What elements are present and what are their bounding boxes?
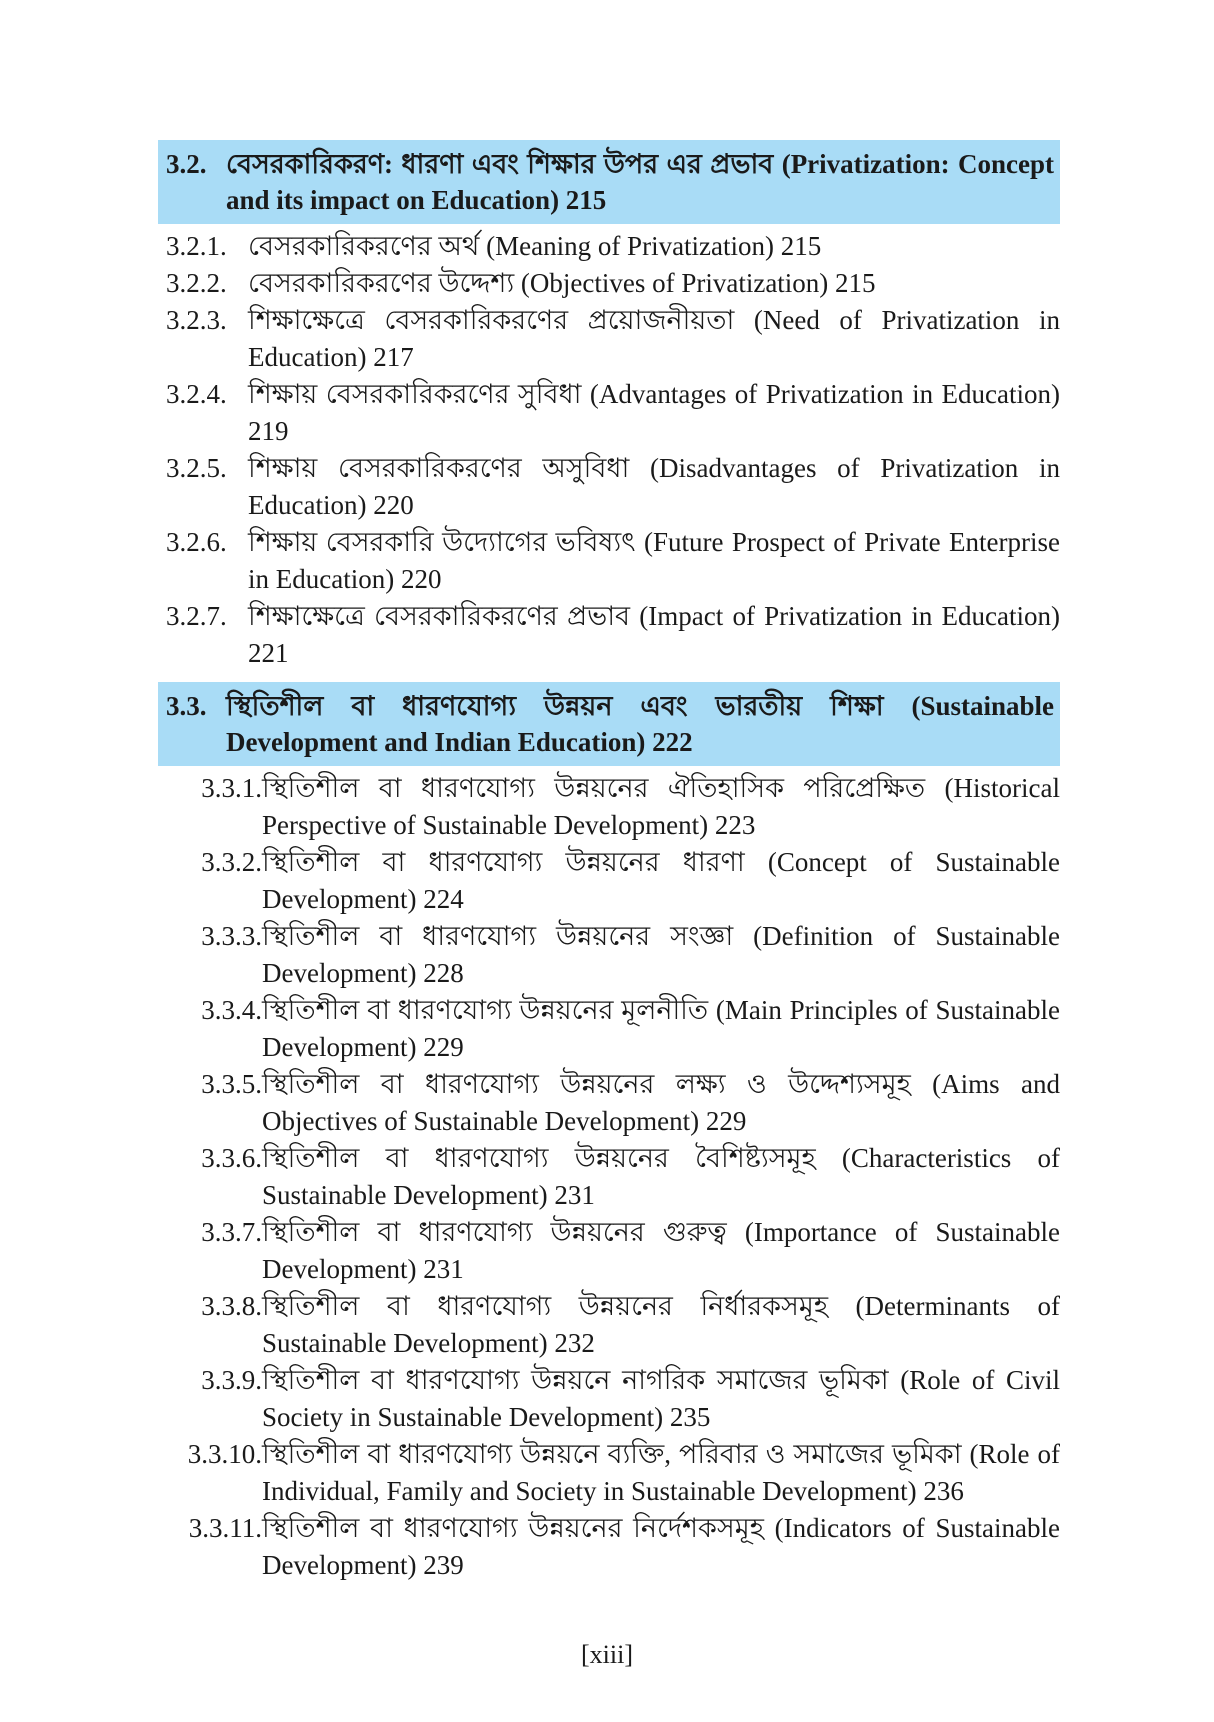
toc-entry bbox=[158, 844, 1060, 918]
entry-number: 3.2.2. bbox=[166, 268, 227, 298]
entry-text: স্থিতিশীল বা ধারণযোগ্য উন্নয়নের লক্ষ্য ও উদ্দেশ্যসমূহ (Aims and Objectives of Sustainable Development) 229 bbox=[262, 1069, 1060, 1136]
entry-number: 3.3.1. bbox=[201, 773, 262, 803]
entry-number: 3.2.3. bbox=[166, 305, 227, 335]
toc-entry bbox=[158, 1214, 1060, 1288]
entry-text: শিক্ষায় বেসরকারি উদ্যোগের ভবিষ্যৎ (Future Prospect of Private Enterprise in Education) 220 bbox=[248, 527, 1060, 594]
page-number: [xiii] bbox=[581, 1640, 633, 1669]
entry-text: স্থিতিশীল বা ধারণযোগ্য উন্নয়নের নির্দেশকসমূহ (Indicators of Sustainable Development) 239 bbox=[262, 1513, 1060, 1580]
entry-number: 3.3.2. bbox=[201, 847, 262, 877]
entry-number: 3.2.5. bbox=[166, 453, 227, 483]
entry-number: 3.3.3. bbox=[201, 921, 262, 951]
toc-section-3-2 bbox=[158, 140, 1060, 672]
section-title: স্থিতিশীল বা ধারণযোগ্য উন্নয়ন এবং ভারতীয় শিক্ষা (Sustainable Development and Indian Education) 222 bbox=[226, 691, 1054, 757]
entry-number: 3.3.8. bbox=[201, 1291, 262, 1321]
entry-text: বেসরকারিকরণের অর্থ (Meaning of Privatization) 215 bbox=[248, 231, 822, 261]
toc-entry bbox=[158, 1362, 1060, 1436]
toc-entry bbox=[158, 770, 1060, 844]
entry-number: 3.3.6. bbox=[201, 1143, 262, 1173]
entry-text: স্থিতিশীল বা ধারণযোগ্য উন্নয়নের সংজ্ঞা (Definition of Sustainable Development) 228 bbox=[262, 921, 1060, 988]
entry-text: শিক্ষাক্ষেত্রে বেসরকারিকরণের প্রয়োজনীয়তা (Need of Privatization in Education) 217 bbox=[248, 305, 1060, 372]
toc-entry bbox=[158, 524, 1060, 598]
entry-number: 3.3.9. bbox=[201, 1365, 262, 1395]
toc-entry bbox=[158, 302, 1060, 376]
section-number: 3.3. bbox=[166, 691, 207, 721]
entry-number: 3.2.7. bbox=[166, 601, 227, 631]
toc-entry bbox=[158, 265, 1060, 302]
entry-text: স্থিতিশীল বা ধারণযোগ্য উন্নয়নের মূলনীতি (Main Principles of Sustainable Development) 229 bbox=[262, 995, 1060, 1062]
entry-text: স্থিতিশীল বা ধারণযোগ্য উন্নয়নে নাগরিক সমাজের ভূমিকা (Role of Civil Society in Sustainable Development) 235 bbox=[262, 1365, 1060, 1432]
entry-text: স্থিতিশীল বা ধারণযোগ্য উন্নয়নের বৈশিষ্ট্যসমূহ (Characteristics of Sustainable Development) 231 bbox=[262, 1143, 1060, 1210]
toc-entry bbox=[158, 598, 1060, 672]
entry-list bbox=[158, 228, 1060, 672]
entry-text: শিক্ষায় বেসরকারিকরণের সুবিধা (Advantages of Privatization in Education) 219 bbox=[248, 379, 1060, 446]
section-title: বেসরকারিকরণ: ধারণা এবং শিক্ষার উপর এর প্রভাব (Privatization: Concept and its impact on Education) 215 bbox=[226, 149, 1054, 215]
toc-entry bbox=[158, 1510, 1060, 1584]
entry-number: 3.3.10. bbox=[187, 1439, 262, 1469]
entry-number: 3.2.1. bbox=[166, 231, 227, 261]
section-heading bbox=[158, 140, 1060, 224]
entry-number: 3.3.4. bbox=[201, 995, 262, 1025]
entry-number: 3.2.6. bbox=[166, 527, 227, 557]
entry-number: 3.3.5. bbox=[201, 1069, 262, 1099]
entry-number: 3.3.11. bbox=[188, 1513, 262, 1543]
entry-text: শিক্ষায় বেসরকারিকরণের অসুবিধা (Disadvantages of Privatization in Education) 220 bbox=[248, 453, 1060, 520]
section-heading bbox=[158, 682, 1060, 766]
entry-text: স্থিতিশীল বা ধারণযোগ্য উন্নয়নের গুরুত্ব (Importance of Sustainable Development) 231 bbox=[262, 1217, 1060, 1284]
toc-entry bbox=[158, 376, 1060, 450]
toc-entry bbox=[158, 918, 1060, 992]
entry-text: স্থিতিশীল বা ধারণযোগ্য উন্নয়নের ঐতিহাসিক পরিপ্রেক্ষিত (Historical Perspective of Sustainable Development) 223 bbox=[262, 773, 1060, 840]
toc-entry bbox=[158, 992, 1060, 1066]
entry-number: 3.2.4. bbox=[166, 379, 227, 409]
toc-entry bbox=[158, 1288, 1060, 1362]
entry-text: স্থিতিশীল বা ধারণযোগ্য উন্নয়নে ব্যক্তি, পরিবার ও সমাজের ভূমিকা (Role of Individual, Family and Society in Sustainable Development) 236 bbox=[262, 1439, 1060, 1506]
toc-entry bbox=[158, 1066, 1060, 1140]
entry-text: স্থিতিশীল বা ধারণযোগ্য উন্নয়নের নির্ধারকসমূহ (Determinants of Sustainable Development) 232 bbox=[262, 1291, 1060, 1358]
toc-entry bbox=[158, 228, 1060, 265]
entry-text: বেসরকারিকরণের উদ্দেশ্য (Objectives of Privatization) 215 bbox=[248, 268, 876, 298]
table-of-contents bbox=[158, 140, 1060, 1594]
entry-number: 3.3.7. bbox=[201, 1217, 262, 1247]
toc-entry bbox=[158, 450, 1060, 524]
toc-entry bbox=[158, 1140, 1060, 1214]
entry-text: শিক্ষাক্ষেত্রে বেসরকারিকরণের প্রভাব (Impact of Privatization in Education) 221 bbox=[248, 601, 1060, 668]
toc-section-3-3 bbox=[158, 682, 1060, 1584]
section-number: 3.2. bbox=[166, 149, 207, 179]
entry-text: স্থিতিশীল বা ধারণযোগ্য উন্নয়নের ধারণা (Concept of Sustainable Development) 224 bbox=[262, 847, 1060, 914]
toc-entry bbox=[158, 1436, 1060, 1510]
entry-list bbox=[158, 770, 1060, 1584]
